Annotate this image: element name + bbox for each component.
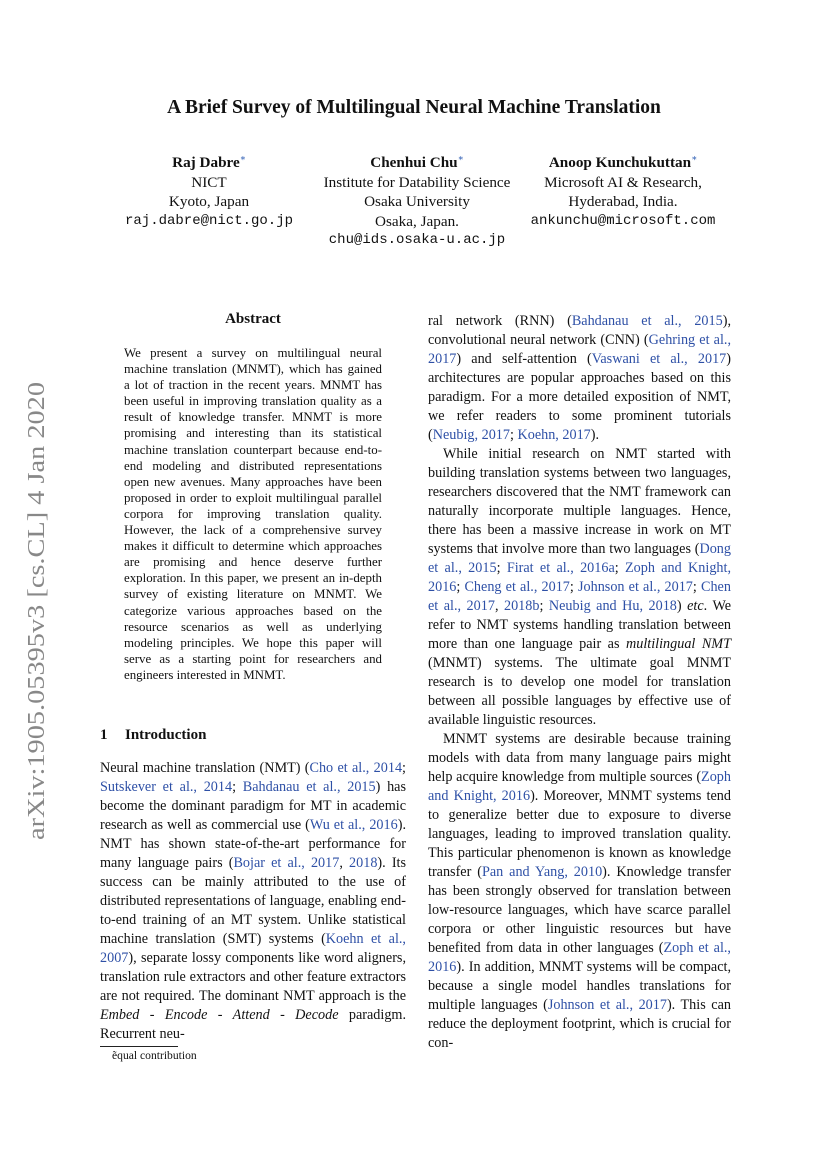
- author-affiliation-2: Osaka University: [364, 193, 470, 210]
- citation-link[interactable]: Bojar et al., 2017: [233, 855, 340, 871]
- equal-contribution-mark: ∗: [691, 152, 698, 163]
- citation-link[interactable]: Pan and Yang, 2010: [481, 864, 603, 880]
- author-location: Hyderabad, India.: [568, 193, 678, 210]
- citation-link[interactable]: Zoph and Knight, 2016: [428, 769, 731, 804]
- paper-title: A Brief Survey of Multilingual Neural Machine Translation: [167, 97, 661, 118]
- author-block-3: [512, 153, 734, 231]
- citation-link[interactable]: Koehn et al., 2007: [100, 931, 406, 966]
- citation-link[interactable]: Bahdanau et al., 2015: [571, 313, 723, 329]
- citation-link[interactable]: Chen et al., 2017: [428, 579, 731, 614]
- citation-link[interactable]: Firat et al., 2016a: [506, 560, 615, 576]
- citation-link[interactable]: Cheng et al., 2017: [464, 579, 570, 595]
- author-block-1: [108, 153, 310, 231]
- author-email: raj.dabre@nict.go.jp: [124, 212, 294, 229]
- citation-link[interactable]: Johnson et al., 2017: [578, 579, 693, 595]
- equal-contribution-mark: ∗: [457, 152, 464, 163]
- citation-link[interactable]: Wu et al., 2016: [309, 817, 398, 833]
- citation-link[interactable]: Zoph and Knight, 2016: [428, 560, 732, 595]
- author-email: ankunchu@microsoft.com: [530, 212, 716, 229]
- author-affiliation: Microsoft AI & Research,: [544, 173, 702, 191]
- intro-left-column: Neural machine translation (NMT) (Cho et al., 2014; Sutskever et al., 2014; Bahdanau et al., 2015) has become the dominant paradigm for MT in academic research as well as commercial use (Wu et al., 2016). NMT has shown state-of-the-art performance for many language pairs (Bojar et al., 2017, 2018). Its success can be mainly attributed to the use of distributed representations of language, enabling end-to-end training of an MT system. Unlike statistical machine translation (SMT) systems (Koehn et al., 2007), separate lossy components like word aligners, translation rule extractors and other feature extractors are not required. The dominant NMT approach is the Embed - Encode - Attend - Decode paradigm. Recurrent neu-: [100, 760, 407, 1042]
- footnote-rule: [100, 1046, 178, 1047]
- author-name: Chenhui Chu: [370, 154, 458, 171]
- citation-link[interactable]: Dong et al., 2015: [428, 541, 731, 576]
- citation-link[interactable]: Cho et al., 2014: [309, 760, 403, 776]
- footnote-text: ẽqual contribution: [112, 1049, 197, 1062]
- arxiv-identifier-sidebar: [2, 378, 56, 848]
- author-email: chu@ids.osaka-u.ac.jp: [328, 232, 506, 248]
- author-name: Anoop Kunchukuttan: [548, 154, 692, 171]
- citation-link[interactable]: Johnson et al., 2017: [547, 997, 667, 1013]
- author-block-2: [306, 153, 528, 251]
- citation-link[interactable]: 2018: [349, 855, 378, 871]
- abstract-heading: Abstract: [225, 311, 281, 327]
- author-location: Osaka, Japan.: [375, 212, 459, 230]
- author-affiliation: NICT: [191, 173, 227, 191]
- intro-right-column: ral network (RNN) (Bahdanau et al., 2015), convolutional neural network (CNN) (Gehring et al., 2017) and self-attention (Vaswani et al., 2017) architectures are popular approaches based on this paradigm. For a more detailed exposition of NMT, we refer readers to some prominent tutorials (Neubig, 2017; Koehn, 2017). While initial research on NMT started with building translation systems between two languages, researchers discovered that the NMT framework can naturally incorporate multiple languages. Hence, there has been a massive increase in work on MT systems that involve more than two languages (Dong et al., 2015; Firat et al., 2016a; Zoph and Knight, 2016; Cheng et al., 2017; Johnson et al., 2017; Chen et al., 2017, 2018b; Neubig and Hu, 2018) etc. We refer to NMT systems handling translation between more than one language pair as multilingual NMT (MNMT) systems. The ultimate goal MNMT research is to develop one model for translation between all possible languages by effective use of available linguistic resources. MNMT systems are desirable because training models with data from many language pairs might help acquire knowledge from multiple sources (Zoph and Knight, 2016). Moreover, MNMT systems tend to generalize better due to exposure to diverse languages, leading to improved translation quality. This particular phenomenon is known as knowledge transfer (Pan and Yang, 2010). Knowledge transfer has been strongly observed for translation between low-resource languages, which have scarce parallel corpora or other linguistic resources but have benefited from data in other languages (Zoph et al., 2016). In addition, MNMT systems will be compact, because a single model handles translations for multiple languages (Johnson et al., 2017). This can reduce the deployment footprint, which is crucial for con-: [428, 313, 732, 1051]
- author-location: Kyoto, Japan: [168, 193, 250, 210]
- author-affiliation: Institute for Datability Science: [323, 173, 511, 191]
- section-title: Introduction: [125, 727, 207, 743]
- citation-link[interactable]: Neubig and Hu, 2018: [548, 598, 677, 614]
- author-name: Raj Dabre: [172, 154, 240, 171]
- citation-link[interactable]: Koehn, 2017: [517, 427, 591, 443]
- section-heading: [100, 727, 206, 744]
- arxiv-id-text: arXiv:1905.05395v3 [cs.CL] 4 Jan 2020: [24, 452, 50, 840]
- citation-link[interactable]: Vaswani et al., 2017: [591, 351, 727, 367]
- citation-link[interactable]: 2018b: [503, 598, 540, 614]
- equal-contribution-mark: ∗: [239, 152, 246, 163]
- citation-link[interactable]: Sutskever et al., 2014: [100, 779, 233, 795]
- citation-link[interactable]: Neubig, 2017: [432, 427, 510, 443]
- citation-link[interactable]: Zoph et al., 2016: [428, 940, 731, 975]
- citation-link[interactable]: Bahdanau et al., 2015: [242, 779, 376, 795]
- section-number: 1: [100, 727, 108, 743]
- abstract-text: We present a survey on multilingual neural machine translation (MNMT), which has gained a lot of traction in the recent years. MNMT has been useful in improving translation quality as a result of knowledge transfer. MNMT is more promising and interesting than its statistical machine translation counterpart because end-to-end modeling and distributed representations open new avenues. Many approaches have been proposed in order to exploit multilingual parallel corpora for improving translation quality. However, the lack of a comprehensive survey makes it difficult to determine which approaches are promising and hence deserve further exploration. In this paper, we present an in-depth survey of existing literature on MNMT. We categorize various approaches based on the resource scenarios as well as underlying modeling principles. We hope this paper will serve as a starting point for researchers and engineers interested in MNMT.: [124, 346, 382, 682]
- citation-link[interactable]: Gehring et al., 2017: [428, 332, 731, 367]
